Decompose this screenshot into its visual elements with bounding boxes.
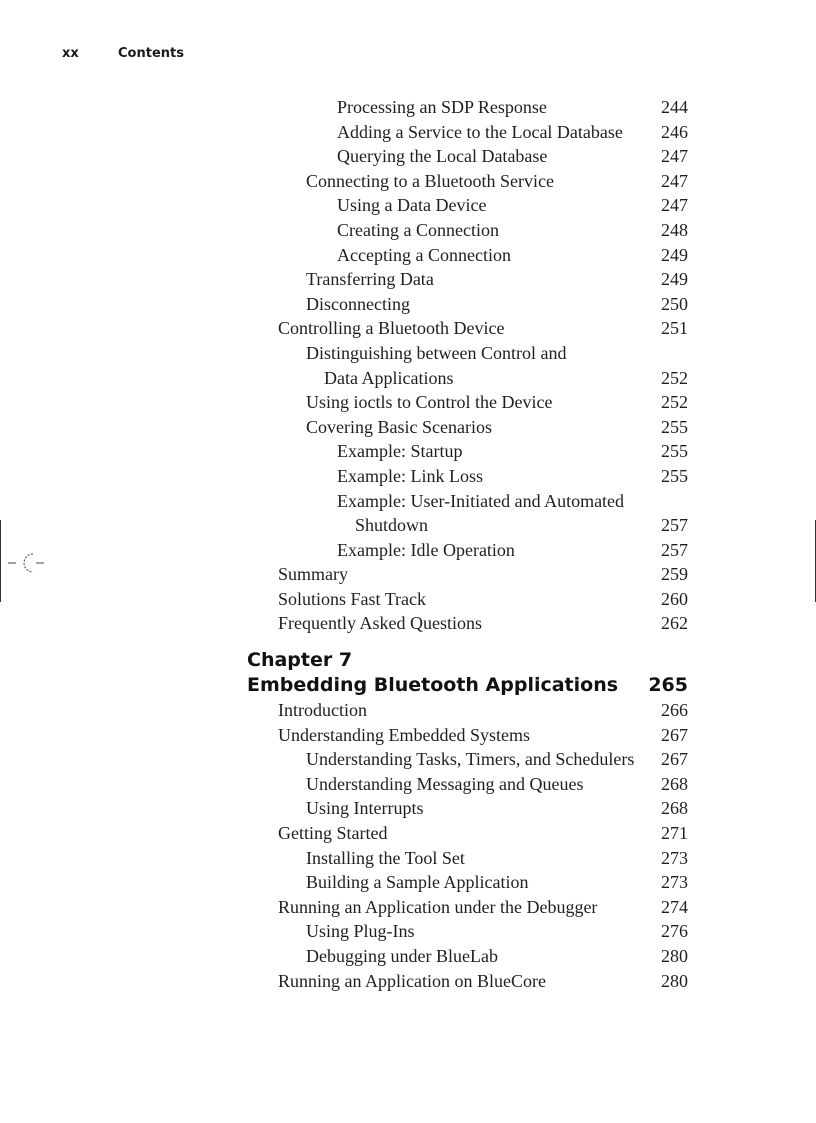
toc-entry-page: 276	[661, 921, 688, 942]
toc-entry-title: Distinguishing between Control and	[306, 342, 567, 363]
toc-entry-title: Debugging under BlueLab	[306, 946, 498, 966]
chapter-label: Chapter 7	[247, 649, 353, 672]
toc-entry-page: 247	[661, 170, 688, 191]
toc-entry-page: 250	[661, 293, 688, 314]
toc-entry-title: Example: Idle Operation	[337, 539, 515, 560]
toc-entry-page: 280	[661, 970, 688, 991]
toc-entry-page: 255	[661, 465, 688, 486]
toc-entry-title: Understanding Tasks, Timers, and Schedulers	[306, 749, 635, 770]
toc-entry-page: 257	[661, 539, 688, 560]
toc-entry-page: 267	[661, 724, 688, 745]
toc-entry-title: Processing an SDP Response	[337, 97, 547, 117]
toc-entry-title: Example: Startup	[337, 441, 463, 462]
toc-entry[interactable]	[0, 193, 816, 218]
toc-entry[interactable]	[0, 218, 816, 243]
toc-entry[interactable]	[0, 538, 816, 563]
toc-entry-page: 252	[661, 392, 688, 413]
toc-entry[interactable]	[0, 821, 816, 846]
chapter-page: 265	[648, 674, 688, 697]
toc-entry-title: Transferring Data	[306, 269, 434, 290]
toc-entry[interactable]	[0, 292, 816, 317]
toc-entry[interactable]	[0, 611, 816, 636]
toc-entry[interactable]	[0, 895, 816, 920]
registration-mark-icon	[8, 548, 48, 578]
toc-entry-page: 266	[661, 700, 688, 721]
toc-entry[interactable]	[0, 366, 816, 391]
toc-entry-page: 244	[661, 97, 688, 117]
toc-entry[interactable]	[0, 439, 816, 464]
toc-entry-page: 262	[661, 613, 688, 634]
toc-entry-page: 249	[661, 269, 688, 290]
toc-entry-title: Covering Basic Scenarios	[306, 416, 492, 437]
toc-entry-title: Running an Application under the Debugger	[278, 896, 598, 917]
toc-entry-title: Shutdown	[355, 515, 429, 536]
toc-entry[interactable]	[0, 489, 816, 514]
toc-entry-title: Example: User-Initiated and Automated	[337, 490, 625, 511]
toc-entry-page: 248	[661, 219, 688, 240]
toc-entry[interactable]	[0, 95, 816, 120]
toc-entry-title: Using a Data Device	[337, 195, 487, 216]
toc-entry-title: Summary	[278, 564, 348, 585]
toc-entry[interactable]	[0, 587, 816, 612]
toc-entry-title: Running an Application on BlueCore	[278, 970, 546, 991]
toc-entry-title: Introduction	[278, 700, 367, 721]
toc-entry[interactable]	[0, 316, 816, 341]
toc-entry-title: Adding a Service to the Local Database	[337, 121, 623, 142]
toc-entry[interactable]	[0, 747, 816, 772]
toc-entry-title: Using Plug-Ins	[306, 921, 415, 942]
toc-entry-title: Solutions Fast Track	[278, 588, 427, 609]
toc-entry-page: 247	[661, 195, 688, 216]
toc-entry-title: Data Applications	[324, 367, 454, 388]
running-header-title: Contents	[118, 46, 184, 61]
toc-entry-page: 273	[661, 872, 688, 893]
toc-entry[interactable]	[0, 919, 816, 944]
toc-entry[interactable]	[0, 723, 816, 748]
crop-mark-left	[0, 520, 1, 602]
table-of-contents	[0, 95, 816, 993]
toc-entry-title: Frequently Asked Questions	[278, 613, 482, 634]
toc-entry-page: 251	[661, 318, 688, 339]
toc-entry-page: 268	[661, 798, 688, 819]
chapter-title-row[interactable]	[0, 673, 816, 698]
toc-entry-title: Building a Sample Application	[306, 872, 529, 893]
toc-entry[interactable]	[0, 169, 816, 194]
toc-entry-title: Example: Link Loss	[337, 465, 483, 486]
toc-entry[interactable]	[0, 464, 816, 489]
chapter-label-row	[0, 648, 816, 673]
toc-entry-title: Querying the Local Database	[337, 146, 548, 167]
toc-entry[interactable]	[0, 341, 816, 366]
toc-entry-page: 271	[661, 823, 688, 844]
toc-entry[interactable]	[0, 698, 816, 723]
toc-entry[interactable]	[0, 415, 816, 440]
toc-entry-page: 255	[661, 441, 688, 462]
toc-entry[interactable]	[0, 772, 816, 797]
toc-entry-page: 280	[661, 946, 688, 966]
toc-entry-page: 268	[661, 773, 688, 794]
toc-entry[interactable]	[0, 796, 816, 821]
toc-entry[interactable]	[0, 390, 816, 415]
toc-entry-title: Using ioctls to Control the Device	[306, 392, 553, 413]
toc-entry-title: Accepting a Connection	[337, 244, 511, 265]
toc-entry[interactable]	[0, 944, 816, 969]
toc-entry-page: 246	[661, 121, 688, 142]
toc-entry-page: 260	[661, 588, 688, 609]
toc-entry[interactable]	[0, 846, 816, 871]
toc-entry-page: 249	[661, 244, 688, 265]
toc-entry[interactable]	[0, 267, 816, 292]
toc-entry-page: 259	[661, 564, 688, 585]
toc-entry-page: 257	[661, 515, 688, 536]
running-header	[62, 46, 184, 61]
toc-entry-title: Installing the Tool Set	[306, 847, 465, 868]
toc-entry-title: Using Interrupts	[306, 798, 424, 819]
toc-entry-title: Getting Started	[278, 823, 388, 844]
toc-entry[interactable]	[0, 243, 816, 268]
toc-entry[interactable]	[0, 870, 816, 895]
toc-entry[interactable]	[0, 144, 816, 169]
toc-entry-title: Connecting to a Bluetooth Service	[306, 170, 554, 191]
toc-entry-page: 274	[661, 896, 688, 917]
page-number: xx	[62, 46, 79, 61]
toc-entry-title: Controlling a Bluetooth Device	[278, 318, 505, 339]
toc-entry-title: Creating a Connection	[337, 219, 499, 240]
toc-entry-title: Disconnecting	[306, 293, 410, 314]
toc-entry-title: Understanding Embedded Systems	[278, 724, 530, 745]
toc-entry-page: 247	[661, 146, 688, 167]
toc-entries-before	[0, 95, 816, 636]
toc-entry[interactable]	[0, 562, 816, 587]
toc-entry-title: Understanding Messaging and Queues	[306, 773, 584, 794]
toc-entry-page: 273	[661, 847, 688, 868]
chapter-title: Embedding Bluetooth Applications	[247, 674, 619, 697]
toc-entries-after	[0, 698, 816, 993]
toc-entry-page: 255	[661, 416, 688, 437]
toc-entry[interactable]	[0, 513, 816, 538]
toc-entry[interactable]	[0, 969, 816, 994]
toc-entry[interactable]	[0, 120, 816, 145]
toc-entry-page: 252	[661, 367, 688, 388]
toc-entry-page: 267	[661, 749, 688, 770]
